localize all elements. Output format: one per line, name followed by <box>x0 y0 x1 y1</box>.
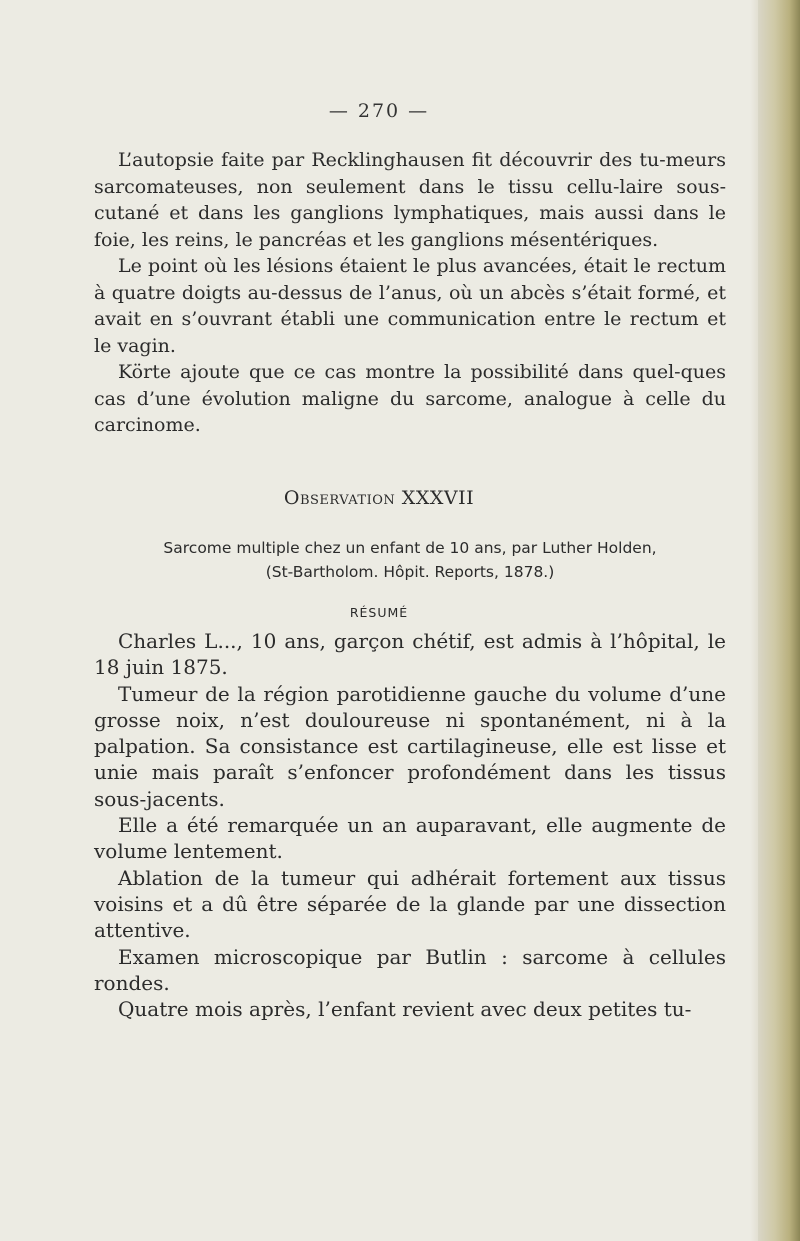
case-paragraph-3: Elle a été remarquée un an auparavant, elle augmente de volume lentement. <box>94 813 726 864</box>
page-gutter <box>750 0 758 1241</box>
intro-paragraph-2: Le point où les lésions étaient le plus avancées, était le rectum à quatre doigts au-dessus de l’anus, où un abcès s’était formé, et avait en s’ouvrant établi une communication entre le rectum et le vagin. <box>94 255 726 357</box>
case-paragraph-5: Examen microscopique par Butlin : sarcome à cellules rondes. <box>94 944 726 995</box>
case-paragraph-1: Charles L..., 10 ans, garçon chétif, est admis à l’hôpital, le 18 juin 1875. <box>94 629 726 680</box>
intro-text-block <box>94 147 726 439</box>
case-paragraph-4: Ablation de la tumeur qui adhérait fortement aux tissus voisins et a dû être séparée de la glande par une dissection attentive. <box>94 865 726 943</box>
intro-paragraph-1: L’autopsie faite par Recklinghausen fit découvrir des tu-meurs sarcomateuses, non seulement dans le tissu cellu-laire sous-cutané et dans les ganglions lymphatiques, mais aussi dans le foie, les reins, le pancréas et les ganglions mésentériques. <box>94 149 726 251</box>
case-paragraph-6: Quatre mois après, l’enfant revient avec deux petites tu- <box>118 997 692 1022</box>
page-number: — 270 — <box>328 100 430 122</box>
resume-heading: RÉSUMÉ <box>349 605 409 620</box>
intro-paragraph-3: Körte ajoute que ce cas montre la possibilité dans quel-ques cas d’une évolution maligne du sarcome, analogue à celle du carcinome. <box>94 361 726 436</box>
observation-heading: Observation XXXVII <box>283 487 475 509</box>
book-binding-edge <box>758 0 800 1241</box>
observation-subtitle: Sarcome multiple chez un enfant de 10 ans, par Luther Holden, <box>163 539 657 557</box>
case-paragraph-2: Tumeur de la région parotidienne gauche du volume d’une grosse noix, n’est douloureuse ni spontanément, ni à la palpation. Sa consistance est cartilagineuse, elle est lisse et unie mais paraît s’enfoncer profondément dans les tissus sous-jacents. <box>94 681 726 811</box>
case-text-block <box>94 628 726 1022</box>
observation-source: (St-Bartholom. Hôpit. Reports, 1878.) <box>265 563 555 581</box>
